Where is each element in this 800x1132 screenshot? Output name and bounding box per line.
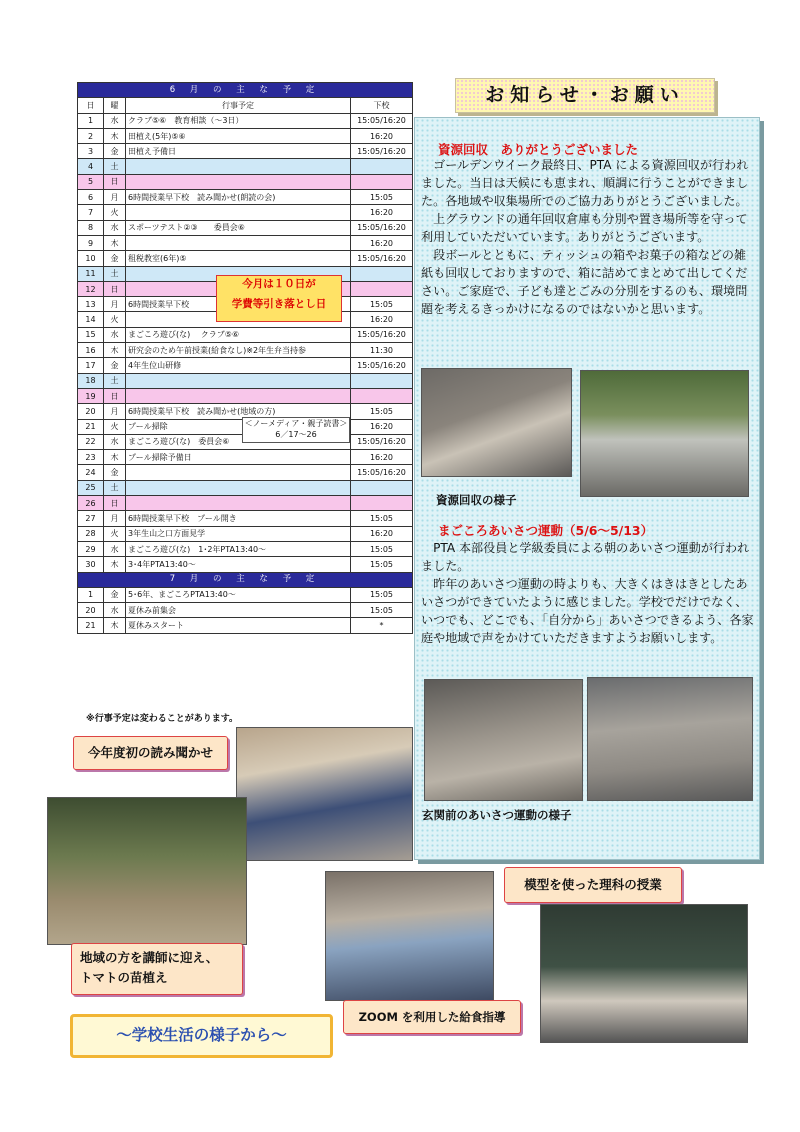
table-row — [78, 251, 413, 266]
dismiss-cell — [351, 266, 413, 281]
weekday-cell: 土 — [104, 266, 126, 281]
dismiss-cell: 11:30 — [351, 343, 413, 358]
event-cell — [126, 388, 351, 403]
weekday-cell: 火 — [104, 312, 126, 327]
dismiss-cell: 15:05/16:20 — [351, 113, 413, 128]
debit-day-notice — [216, 275, 342, 322]
table-row — [78, 174, 413, 189]
day-cell: 21 — [78, 419, 104, 434]
event-cell: クラブ⑤⑥ 教育相談（～3日） — [126, 113, 351, 128]
greeting-body — [421, 539, 755, 647]
day-cell: 30 — [78, 557, 104, 572]
tomato-label-line1: 地域の方を講師に迎え、 — [80, 950, 219, 965]
dismiss-cell: 15:05/16:20 — [351, 220, 413, 235]
weekday-cell: 水 — [104, 434, 126, 449]
dismiss-cell — [351, 281, 413, 296]
weekday-cell: 火 — [104, 526, 126, 541]
event-cell — [126, 465, 351, 480]
dismiss-cell: 15:05/16:20 — [351, 434, 413, 449]
table-row — [78, 557, 413, 572]
day-cell: 16 — [78, 343, 104, 358]
no-media-notice — [242, 417, 350, 443]
day-cell: 17 — [78, 358, 104, 373]
dismiss-cell — [351, 373, 413, 388]
school-life-footer: ～学校生活の様子から～ — [70, 1014, 333, 1058]
schedule-footnote: ※行事予定は変わることがあります。 — [86, 714, 239, 724]
dismiss-cell: 15:05 — [351, 511, 413, 526]
recycle-paragraph-1: ゴールデンウイーク最終日、PTA による資源回収が行われました。当日は天候にも恵まれ、順調に行うことができました。各地域や収集場所でのご協力ありがとうございました。 — [421, 158, 749, 208]
day-cell: 21 — [78, 618, 104, 633]
dismiss-cell: 16:20 — [351, 526, 413, 541]
day-cell: 1 — [78, 587, 104, 602]
day-cell: 4 — [78, 159, 104, 174]
day-cell: 8 — [78, 220, 104, 235]
table-row — [78, 159, 413, 174]
event-cell — [126, 174, 351, 189]
day-cell: 23 — [78, 450, 104, 465]
recycle-body — [421, 156, 755, 318]
day-cell: 27 — [78, 511, 104, 526]
weekday-cell: 木 — [104, 343, 126, 358]
tomato-photo — [47, 797, 247, 945]
dismiss-cell — [351, 388, 413, 403]
weekday-cell: 月 — [104, 190, 126, 205]
day-cell: 25 — [78, 480, 104, 495]
dismiss-cell: * — [351, 618, 413, 633]
event-cell: 6時間授業早下校 読み聞かせ(地域の方) — [126, 404, 351, 419]
day-cell: 18 — [78, 373, 104, 388]
event-cell: 6時間授業早下校 プール開き — [126, 511, 351, 526]
event-cell: プール掃除 — [126, 419, 351, 434]
recycle-photo-1 — [421, 368, 572, 477]
day-cell: 29 — [78, 541, 104, 556]
weekday-cell: 木 — [104, 128, 126, 143]
greeting-paragraph-1: PTA 本部役員と学級委員による朝のあいさつ運動が行われました。 — [421, 541, 750, 573]
event-cell: まごころ遊び(な) 1･2年PTA13:40～ — [126, 541, 351, 556]
greeting-photo-1 — [424, 679, 583, 801]
table-row — [78, 343, 413, 358]
greeting-paragraph-2: 昨年のあいさつ運動の時よりも、大きくはきはきとしたあいさつができていたように感じました。学校でだけでなく、いつでも、どこでも、「自分から」あいさつできるよう、各家庭や地域で声をかけていただきますようお願いします。 — [421, 577, 754, 645]
day-cell: 28 — [78, 526, 104, 541]
weekday-cell: 水 — [104, 541, 126, 556]
day-cell: 10 — [78, 251, 104, 266]
recycle-heading: 資源回収 ありがとうございました — [438, 142, 639, 157]
table-row — [78, 511, 413, 526]
greeting-photo-2 — [587, 677, 753, 801]
table-row — [78, 220, 413, 235]
table-row — [78, 373, 413, 388]
day-cell: 24 — [78, 465, 104, 480]
weekday-cell: 日 — [104, 388, 126, 403]
day-cell: 20 — [78, 603, 104, 618]
debit-notice-line2: 学費等引き落とし日 — [231, 298, 327, 310]
no-media-line2: 6／17～26 — [275, 430, 317, 439]
day-cell: 15 — [78, 327, 104, 342]
event-cell — [126, 235, 351, 250]
dismiss-cell — [351, 174, 413, 189]
col-day: 日 — [78, 98, 104, 113]
col-weekday: 曜 — [104, 98, 126, 113]
zoom-label: ZOOM を利用した給食指導 — [343, 1000, 521, 1034]
dismiss-cell: 16:20 — [351, 419, 413, 434]
weekday-cell: 水 — [104, 327, 126, 342]
weekday-cell: 月 — [104, 511, 126, 526]
weekday-cell: 水 — [104, 603, 126, 618]
table-row — [78, 388, 413, 403]
weekday-cell: 金 — [104, 465, 126, 480]
event-cell — [126, 496, 351, 511]
weekday-cell: 土 — [104, 159, 126, 174]
table-header-row — [78, 83, 413, 98]
dismiss-cell — [351, 496, 413, 511]
day-cell: 6 — [78, 190, 104, 205]
col-dismiss: 下校 — [351, 98, 413, 113]
weekday-cell: 金 — [104, 587, 126, 602]
table-row — [78, 98, 413, 113]
dismiss-cell: 16:20 — [351, 235, 413, 250]
col-event: 行事予定 — [126, 98, 351, 113]
day-cell: 11 — [78, 266, 104, 281]
day-cell: 12 — [78, 281, 104, 296]
event-cell: 5･6年、まごころPTA13:40～ — [126, 587, 351, 602]
event-cell: 夏休み前集会 — [126, 603, 351, 618]
day-cell: 7 — [78, 205, 104, 220]
event-cell: プール掃除予備日 — [126, 450, 351, 465]
dismiss-cell: 15:05/16:20 — [351, 358, 413, 373]
table-row — [78, 450, 413, 465]
day-cell: 3 — [78, 144, 104, 159]
dismiss-cell — [351, 159, 413, 174]
reading-photo — [236, 727, 413, 861]
table-row — [78, 358, 413, 373]
science-photo — [540, 904, 748, 1043]
table-row — [78, 128, 413, 143]
dismiss-cell: 16:20 — [351, 128, 413, 143]
dismiss-cell: 16:20 — [351, 312, 413, 327]
event-cell: 租税教室(6年)⑤ — [126, 251, 351, 266]
greeting-heading: まごころあいさつ運動（5/6～5/13） — [438, 523, 654, 538]
table-header-row — [78, 572, 413, 587]
weekday-cell: 日 — [104, 174, 126, 189]
event-cell: 夏休みスタート — [126, 618, 351, 633]
table-row — [78, 190, 413, 205]
table-row — [78, 235, 413, 250]
weekday-cell: 金 — [104, 251, 126, 266]
recycle-paragraph-3: 段ボールとともに、ティッシュの箱やお菓子の箱などの雑紙も回収しておりますので、箱に詰めてまとめて出してください。ご家庭で、子ども達とごみの分別をするのも、環境問題を考えるきっかけになるのではないかと思います。 — [421, 248, 748, 316]
table-row — [78, 587, 413, 602]
event-cell — [126, 159, 351, 174]
weekday-cell: 日 — [104, 496, 126, 511]
weekday-cell: 日 — [104, 281, 126, 296]
weekday-cell: 土 — [104, 373, 126, 388]
event-cell: 4年生位山研修 — [126, 358, 351, 373]
table-row — [78, 603, 413, 618]
tomato-label-line2: トマトの苗植え — [80, 970, 168, 985]
dismiss-cell: 15:05 — [351, 557, 413, 572]
table-row — [78, 113, 413, 128]
day-cell: 19 — [78, 388, 104, 403]
weekday-cell: 月 — [104, 404, 126, 419]
dismiss-cell: 15:05 — [351, 404, 413, 419]
dismiss-cell: 16:20 — [351, 205, 413, 220]
weekday-cell: 木 — [104, 618, 126, 633]
reading-label: 今年度初の読み聞かせ — [73, 736, 228, 770]
no-media-line1: ＜ノーメディア・親子読書＞ — [244, 419, 348, 428]
tomato-label — [71, 943, 243, 995]
weekday-cell: 火 — [104, 205, 126, 220]
zoom-lunch-photo — [325, 871, 494, 1001]
recycle-paragraph-2: 上グラウンドの通年回収倉庫も分別や置き場所等を守って利用していただいています。ありがとうございます。 — [421, 212, 748, 244]
science-label: 模型を使った理科の授業 — [504, 867, 682, 903]
dismiss-cell: 15:05 — [351, 587, 413, 602]
event-cell — [126, 480, 351, 495]
weekday-cell: 火 — [104, 419, 126, 434]
table-row — [78, 496, 413, 511]
event-cell: 研究会のため午前授業(給食なし)※2年生弁当持参 — [126, 343, 351, 358]
weekday-cell: 木 — [104, 450, 126, 465]
table-row — [78, 618, 413, 633]
dismiss-cell: 15:05/16:20 — [351, 465, 413, 480]
event-cell: 6時間授業早下校 読み聞かせ(朗読の会) — [126, 190, 351, 205]
event-cell: 3･4年PTA13:40～ — [126, 557, 351, 572]
weekday-cell: 土 — [104, 480, 126, 495]
event-cell: まごころ遊び(な) クラブ⑤⑥ — [126, 327, 351, 342]
weekday-cell: 水 — [104, 113, 126, 128]
table-row — [78, 205, 413, 220]
day-cell: 14 — [78, 312, 104, 327]
event-cell: 3年生山之口方面見学 — [126, 526, 351, 541]
schedule-table — [77, 82, 413, 634]
dismiss-cell: 15:05/16:20 — [351, 327, 413, 342]
day-cell: 9 — [78, 235, 104, 250]
day-cell: 22 — [78, 434, 104, 449]
recycle-photo-2 — [580, 370, 749, 497]
table-row — [78, 327, 413, 342]
day-cell: 1 — [78, 113, 104, 128]
event-cell — [126, 205, 351, 220]
event-cell — [126, 373, 351, 388]
event-cell: 6時間授業早下校 — [126, 297, 351, 312]
dismiss-cell: 15:05/16:20 — [351, 251, 413, 266]
dismiss-cell: 15:05 — [351, 603, 413, 618]
table-row — [78, 480, 413, 495]
dismiss-cell — [351, 480, 413, 495]
weekday-cell: 月 — [104, 297, 126, 312]
day-cell: 26 — [78, 496, 104, 511]
debit-notice-line1: 今月は１０日が — [242, 278, 316, 290]
event-cell: 田植え(5年)⑤⑥ — [126, 128, 351, 143]
weekday-cell: 金 — [104, 358, 126, 373]
dismiss-cell: 16:20 — [351, 450, 413, 465]
july-title: 7 月 の 主 な 予 定 — [78, 572, 413, 587]
event-cell: スポーツテスト②③ 委員会⑥ — [126, 220, 351, 235]
day-cell: 13 — [78, 297, 104, 312]
day-cell: 2 — [78, 128, 104, 143]
table-row — [78, 526, 413, 541]
table-row — [78, 465, 413, 480]
notice-title: お知らせ・お願い — [455, 78, 715, 113]
table-row — [78, 144, 413, 159]
event-cell: 田植え予備日 — [126, 144, 351, 159]
dismiss-cell: 15:05 — [351, 190, 413, 205]
weekday-cell: 金 — [104, 144, 126, 159]
event-cell: まごころ遊び(な) 委員会⑥ — [126, 434, 351, 449]
day-cell: 5 — [78, 174, 104, 189]
weekday-cell: 木 — [104, 557, 126, 572]
dismiss-cell: 15:05/16:20 — [351, 144, 413, 159]
day-cell: 20 — [78, 404, 104, 419]
recycle-caption: 資源回収の様子 — [436, 493, 517, 507]
table-row — [78, 541, 413, 556]
dismiss-cell: 15:05 — [351, 297, 413, 312]
greeting-caption: 玄関前のあいさつ運動の様子 — [422, 808, 572, 822]
june-title: 6 月 の 主 な 予 定 — [78, 83, 413, 98]
dismiss-cell: 15:05 — [351, 541, 413, 556]
weekday-cell: 木 — [104, 235, 126, 250]
weekday-cell: 水 — [104, 220, 126, 235]
